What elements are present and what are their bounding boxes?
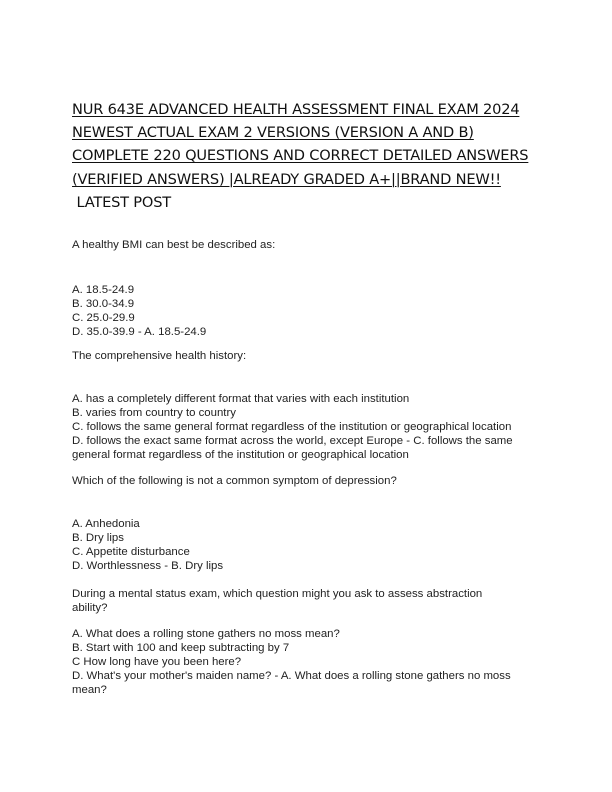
document-title xyxy=(72,98,552,214)
answer-option: D. Worthlessness - B. Dry lips xyxy=(72,559,224,572)
answer-option: A. 18.5-24.9 xyxy=(72,284,135,296)
title-line: LATEST POST xyxy=(72,193,171,211)
question-text: During a mental status exam, which question might you ask to assess abstraction xyxy=(72,588,483,600)
answer-option: B. 30.0-34.9 xyxy=(72,297,135,310)
title-line: COMPLETE 220 QUESTIONS AND CORRECT DETAILED ANSWERS xyxy=(72,147,529,165)
question-text: A healthy BMI can best be described as: xyxy=(72,239,276,251)
question-3 xyxy=(72,475,542,489)
answer-option: C. 25.0-29.9 xyxy=(72,311,135,324)
question-text: Which of the following is not a common symptom of depression? xyxy=(72,475,397,487)
question-text: ability? xyxy=(72,601,108,614)
answer-option: C. Appetite disturbance xyxy=(72,545,190,558)
question-text: The comprehensive health history: xyxy=(72,350,247,362)
question-1-options xyxy=(72,284,542,340)
answer-option: B. Start with 100 and keep subtracting by 7 xyxy=(72,641,290,654)
answer-option: D. follows the exact same format across the world, except Europe - C. follows the same xyxy=(72,434,513,447)
question-2-options xyxy=(72,393,542,463)
answer-option: D. 35.0-39.9 - A. 18.5-24.9 xyxy=(72,325,207,338)
question-3-options xyxy=(72,518,542,574)
answer-option: C. follows the same general format regardless of the institution or geographical location xyxy=(72,420,512,433)
answer-option: D. What's your mother's maiden name? - A. What does a rolling stone gathers no moss xyxy=(72,669,511,682)
answer-option: A. has a completely different format that varies with each institution xyxy=(72,393,410,405)
title-line: NUR 643E ADVANCED HEALTH ASSESSMENT FINAL EXAM 2024 xyxy=(72,101,520,118)
question-4-options xyxy=(72,628,542,698)
question-2 xyxy=(72,350,542,364)
title-line: (VERIFIED ANSWERS) |ALREADY GRADED A+||BRAND NEW!! xyxy=(72,170,501,188)
answer-option: C How long have you been here? xyxy=(72,655,242,668)
question-4 xyxy=(72,588,542,616)
answer-option: mean? xyxy=(72,683,107,696)
answer-option: A. What does a rolling stone gathers no moss mean? xyxy=(72,628,340,640)
answer-option: B. Dry lips xyxy=(72,531,124,544)
answer-option: general format regardless of the institution or geographical location xyxy=(72,448,409,461)
answer-option: A. Anhedonia xyxy=(72,518,140,530)
title-line: NEWEST ACTUAL EXAM 2 VERSIONS (VERSION A AND B) xyxy=(72,124,474,142)
answer-option: B. varies from country to country xyxy=(72,406,236,419)
question-1 xyxy=(72,239,542,253)
